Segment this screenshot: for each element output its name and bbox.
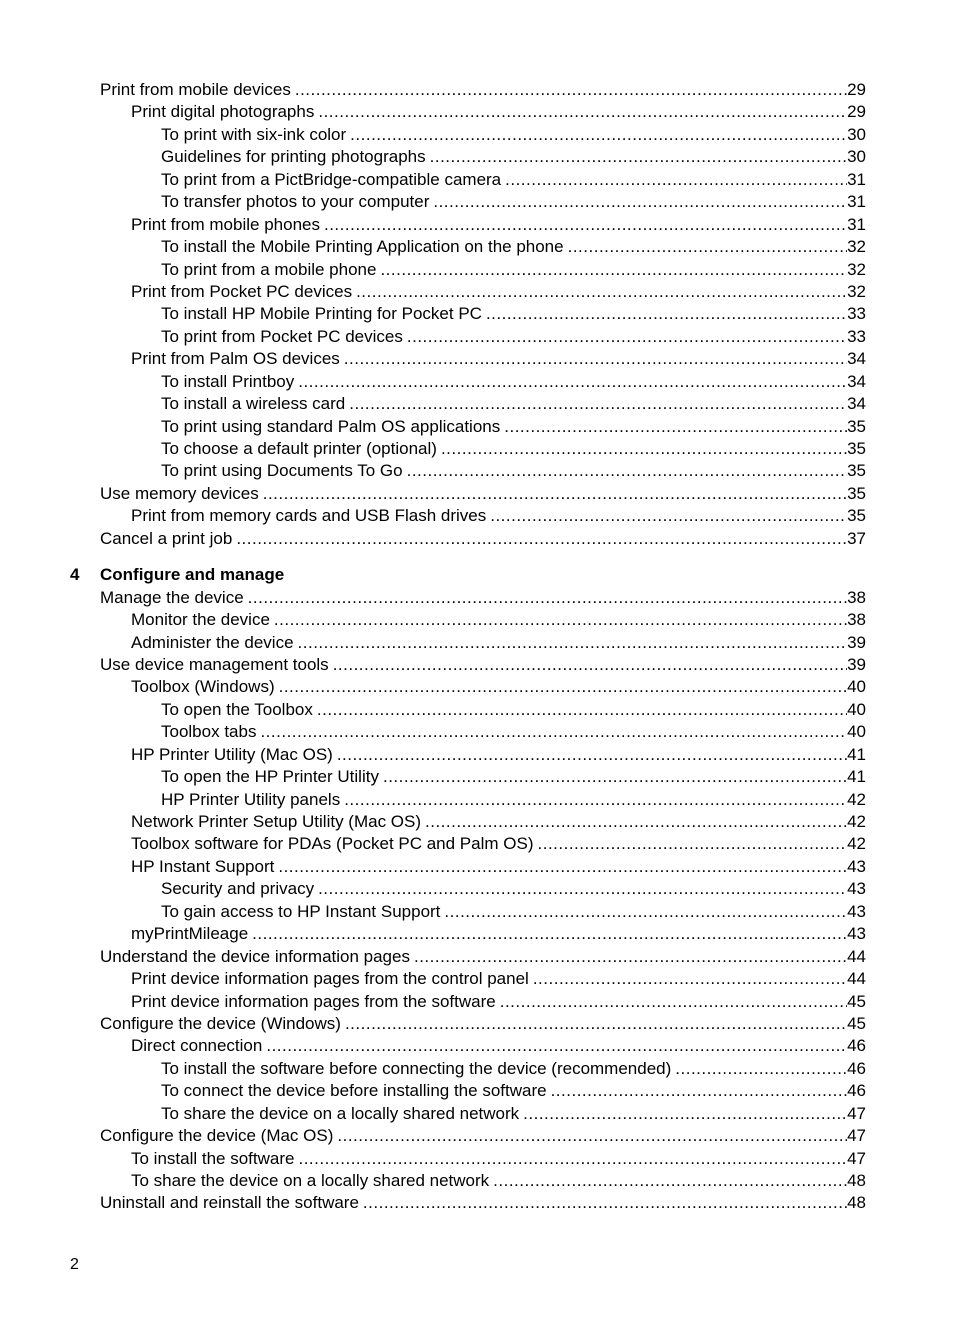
toc-leader-dots xyxy=(425,811,847,833)
toc-entry[interactable] xyxy=(100,587,866,609)
toc-entry-title: HP Printer Utility panels xyxy=(161,789,341,809)
toc-entry-title: To install a wireless card xyxy=(161,394,346,414)
toc-entry-title: Monitor the device xyxy=(131,610,270,630)
toc-entry[interactable] xyxy=(100,460,866,482)
toc-leader-dots xyxy=(493,1170,847,1192)
toc-entry-title: Configure the device (Windows) xyxy=(100,1013,341,1033)
toc-leader-dots xyxy=(486,303,847,325)
chapter-number: 4 xyxy=(70,565,80,585)
toc-entry-title: Print from memory cards and USB Flash drives xyxy=(131,506,487,526)
toc-leader-dots xyxy=(324,214,847,236)
toc-entry-title: Print from Palm OS devices xyxy=(131,349,340,369)
toc-entry-page: 32 xyxy=(847,259,866,279)
toc-entry[interactable] xyxy=(100,721,866,743)
toc-leader-dots xyxy=(252,923,847,945)
toc-entry-page: 32 xyxy=(847,237,866,257)
toc-entry-page: 35 xyxy=(847,506,866,526)
toc-entry-title: Configure the device (Mac OS) xyxy=(100,1126,334,1146)
toc-entry-page: 41 xyxy=(847,767,866,787)
toc-leader-dots xyxy=(380,259,847,281)
toc-leader-dots xyxy=(317,699,847,721)
toc-entry-page: 32 xyxy=(847,281,866,301)
toc-entry-title: To connect the device before installing the software xyxy=(161,1081,547,1101)
toc-leader-dots xyxy=(500,991,847,1013)
toc-entry-page: 46 xyxy=(847,1036,866,1056)
toc-entry-title: To print from a mobile phone xyxy=(161,259,377,279)
toc-entry-title: Security and privacy xyxy=(161,879,315,899)
toc-entry-title: Print device information pages from the software xyxy=(131,991,496,1011)
toc-leader-dots xyxy=(568,236,847,258)
toc-entry-page: 42 xyxy=(847,834,866,854)
toc-entry-title: To share the device on a locally shared network xyxy=(131,1171,490,1190)
toc-entry[interactable] xyxy=(100,789,866,811)
toc-entry[interactable] xyxy=(100,1170,866,1192)
toc-entry-page: 40 xyxy=(847,677,866,697)
toc-leader-dots xyxy=(333,654,847,676)
toc-entry-page: 29 xyxy=(847,80,866,99)
toc-leader-dots xyxy=(523,1103,847,1125)
toc-leader-dots xyxy=(260,721,847,743)
toc-entry-title: To install HP Mobile Printing for Pocket PC xyxy=(161,304,482,324)
toc-leader-dots xyxy=(675,1058,847,1080)
toc-entry-page: 43 xyxy=(847,924,866,944)
chapter-title: Configure and manage xyxy=(100,565,285,585)
toc-entry-page: 47 xyxy=(847,1126,866,1146)
toc-leader-dots xyxy=(538,833,848,855)
toc-entry-title: Print from mobile phones xyxy=(131,214,320,234)
toc-entry-title: Administer the device xyxy=(131,632,294,652)
toc-entry[interactable] xyxy=(100,811,866,833)
toc-entry-page: 46 xyxy=(847,1058,866,1078)
toc-entry[interactable] xyxy=(100,438,866,460)
toc-entry-title: HP Printer Utility (Mac OS) xyxy=(131,744,333,764)
toc-leader-dots xyxy=(279,676,847,698)
toc-entry-title: To open the Toolbox xyxy=(161,699,313,719)
toc-entry[interactable] xyxy=(100,833,866,855)
toc-entry-title: Print device information pages from the control panel xyxy=(131,969,529,989)
toc-entry[interactable] xyxy=(100,1058,866,1080)
toc-entry-page: 35 xyxy=(847,416,866,436)
toc-entry[interactable] xyxy=(100,699,866,721)
toc-entry[interactable] xyxy=(100,901,866,923)
toc-entry-page: 47 xyxy=(847,1103,866,1123)
toc-leader-dots xyxy=(337,744,847,766)
toc-leader-dots xyxy=(298,371,847,393)
toc-entry-page: 31 xyxy=(847,192,866,212)
toc-entry[interactable] xyxy=(100,632,866,654)
toc-entry-title: To print using Documents To Go xyxy=(161,461,403,481)
toc-entry-page: 31 xyxy=(847,169,866,189)
toc-entry-title: Cancel a print job xyxy=(100,528,233,548)
toc-entry-page: 35 xyxy=(847,483,866,503)
toc-entry-title: Print from Pocket PC devices xyxy=(131,281,353,301)
toc-entry-page: 31 xyxy=(847,214,866,234)
toc-entry-title: To share the device on a locally shared network xyxy=(161,1103,520,1123)
toc-leader-dots xyxy=(349,393,847,415)
toc-entry-page: 30 xyxy=(847,124,866,144)
toc-entry-title: Use device management tools xyxy=(100,654,329,674)
toc-leader-dots xyxy=(533,968,847,990)
toc-entry[interactable] xyxy=(100,766,866,788)
toc-leader-dots xyxy=(298,632,848,654)
toc-entry-page: 34 xyxy=(847,349,866,369)
toc-entry[interactable] xyxy=(100,946,866,968)
toc-entry-title: Toolbox software for PDAs (Pocket PC and Palm OS) xyxy=(131,834,534,854)
toc-leader-dots xyxy=(278,856,847,878)
toc-entry[interactable] xyxy=(100,1125,866,1147)
toc-entry-title: To print using standard Palm OS applications xyxy=(161,416,501,436)
toc-entry[interactable] xyxy=(100,281,866,303)
toc-entry-page: 34 xyxy=(847,394,866,414)
toc-entry-title: To install Printboy xyxy=(161,371,295,391)
toc-entry[interactable] xyxy=(100,124,866,146)
toc-section-mobile-and-memory xyxy=(100,79,866,550)
toc-leader-dots xyxy=(318,101,847,123)
toc-entry[interactable] xyxy=(100,1013,866,1035)
toc-entry-page: 38 xyxy=(847,610,866,630)
toc-entry-page: 46 xyxy=(847,1081,866,1101)
toc-leader-dots xyxy=(363,1192,847,1214)
toc-entry-page: 43 xyxy=(847,901,866,921)
toc-entry-title: myPrintMileage xyxy=(131,924,249,944)
toc-entry-title: Uninstall and reinstall the software xyxy=(100,1193,359,1213)
toc-entry-title: Print from mobile devices xyxy=(100,80,291,99)
toc-entry[interactable] xyxy=(100,505,866,527)
toc-entry[interactable] xyxy=(100,991,866,1013)
toc-entry[interactable] xyxy=(100,326,866,348)
toc-entry-title: To install the software xyxy=(131,1148,295,1168)
toc-entry-page: 30 xyxy=(847,147,866,167)
toc-entry[interactable] xyxy=(100,1103,866,1125)
toc-entry-title: Network Printer Setup Utility (Mac OS) xyxy=(131,812,422,831)
toc-entry-page: 48 xyxy=(847,1193,866,1213)
toc-entry[interactable] xyxy=(100,609,866,631)
toc-entry[interactable] xyxy=(100,1192,866,1214)
toc-leader-dots xyxy=(407,460,847,482)
toc-entry-page: 45 xyxy=(847,991,866,1011)
toc-entry[interactable] xyxy=(100,416,866,438)
toc-entry[interactable] xyxy=(100,101,866,123)
toc-entry-page: 33 xyxy=(847,304,866,324)
toc-entry[interactable] xyxy=(100,923,866,945)
toc-entry-title: Direct connection xyxy=(131,1036,263,1056)
toc-entry-page: 37 xyxy=(847,528,866,548)
toc-entry[interactable] xyxy=(100,169,866,191)
toc-entry-page: 39 xyxy=(847,632,866,652)
toc-entry[interactable] xyxy=(100,393,866,415)
toc-entry-page: 48 xyxy=(847,1171,866,1190)
toc-entry-title: To transfer photos to your computer xyxy=(161,192,430,212)
toc-entry-title: Toolbox tabs xyxy=(161,722,257,742)
toc-entry-title: HP Instant Support xyxy=(131,856,275,876)
toc-section-configure-and-manage xyxy=(100,587,866,1215)
toc-leader-dots xyxy=(504,416,847,438)
toc-entry[interactable] xyxy=(100,856,866,878)
toc-leader-dots xyxy=(505,169,847,191)
toc-entry[interactable] xyxy=(100,371,866,393)
toc-entry-title: To print from Pocket PC devices xyxy=(161,326,403,346)
toc-entry-page: 44 xyxy=(847,946,866,966)
toc-entry-title: To gain access to HP Instant Support xyxy=(161,901,441,921)
toc-entry-page: 42 xyxy=(847,812,866,831)
toc-entry-page: 43 xyxy=(847,879,866,899)
toc-leader-dots xyxy=(337,1125,847,1147)
chapter-heading xyxy=(70,564,866,586)
toc-leader-dots xyxy=(430,146,847,168)
toc-entry-title: To install the software before connecting the device (recommended) xyxy=(161,1058,672,1078)
toc-entry-page: 35 xyxy=(847,439,866,458)
toc-leader-dots xyxy=(248,587,847,609)
toc-leader-dots xyxy=(318,878,847,900)
toc-entry[interactable] xyxy=(100,968,866,990)
toc-entry[interactable] xyxy=(100,676,866,698)
toc-leader-dots xyxy=(345,1013,847,1035)
toc-leader-dots xyxy=(295,79,847,101)
toc-entry-page: 42 xyxy=(847,789,866,809)
toc-entry-title: Manage the device xyxy=(100,587,244,607)
toc-entry[interactable] xyxy=(100,214,866,236)
toc-leader-dots xyxy=(266,1035,847,1057)
toc-entry[interactable] xyxy=(100,528,866,550)
toc-entry-title: Use memory devices xyxy=(100,483,259,503)
toc-entry[interactable] xyxy=(100,654,866,676)
toc-entry[interactable] xyxy=(100,146,866,168)
toc-leader-dots xyxy=(444,901,847,923)
toc-leader-dots xyxy=(298,1148,847,1170)
toc-entry[interactable] xyxy=(100,303,866,325)
toc-leader-dots xyxy=(414,946,847,968)
toc-entry-page: 40 xyxy=(847,699,866,719)
toc-entry-title: Print digital photographs xyxy=(131,102,315,122)
toc-entry-title: Toolbox (Windows) xyxy=(131,677,275,697)
toc-entry-page: 33 xyxy=(847,326,866,346)
toc-entry-title: To install the Mobile Printing Application on the phone xyxy=(161,237,564,257)
toc-entry[interactable] xyxy=(100,191,866,213)
toc-entry-page: 44 xyxy=(847,969,866,989)
toc-leader-dots xyxy=(350,124,847,146)
toc-leader-dots xyxy=(441,438,847,460)
page-number: 2 xyxy=(70,1256,79,1273)
toc-entry-page: 35 xyxy=(847,461,866,481)
toc-entry-page: 47 xyxy=(847,1148,866,1168)
toc-entry[interactable] xyxy=(100,236,866,258)
toc-entry[interactable] xyxy=(100,1080,866,1102)
toc-entry[interactable] xyxy=(100,1148,866,1170)
toc-leader-dots xyxy=(344,348,847,370)
toc-entry-title: To print from a PictBridge-compatible camera xyxy=(161,169,502,189)
toc-entry-title: Guidelines for printing photographs xyxy=(161,147,426,167)
toc-entry-page: 39 xyxy=(847,654,866,674)
toc-entry[interactable] xyxy=(100,348,866,370)
toc-entry-title: To open the HP Printer Utility xyxy=(161,767,379,787)
toc-entry[interactable] xyxy=(100,878,866,900)
table-of-contents xyxy=(70,79,866,1215)
toc-leader-dots xyxy=(274,609,847,631)
toc-entry-page: 43 xyxy=(847,856,866,876)
toc-leader-dots xyxy=(407,326,847,348)
toc-entry-page: 29 xyxy=(847,102,866,122)
toc-entry-page: 41 xyxy=(847,744,866,764)
toc-leader-dots xyxy=(236,528,847,550)
toc-leader-dots xyxy=(263,483,847,505)
toc-entry[interactable] xyxy=(100,1035,866,1057)
toc-leader-dots xyxy=(344,789,847,811)
toc-leader-dots xyxy=(433,191,847,213)
toc-leader-dots xyxy=(551,1080,848,1102)
toc-entry-title: To print with six-ink color xyxy=(161,124,347,144)
toc-leader-dots xyxy=(356,281,847,303)
toc-entry-title: To choose a default printer (optional) xyxy=(161,439,437,458)
toc-entry-title: Understand the device information pages xyxy=(100,946,410,966)
toc-entry-page: 34 xyxy=(847,371,866,391)
toc-entry[interactable] xyxy=(100,259,866,281)
toc-entry[interactable] xyxy=(100,483,866,505)
toc-leader-dots xyxy=(490,505,847,527)
toc-entry-page: 40 xyxy=(847,722,866,742)
toc-entry[interactable] xyxy=(100,79,866,101)
toc-entry[interactable] xyxy=(100,744,866,766)
toc-entry-page: 45 xyxy=(847,1013,866,1033)
toc-entry-page: 38 xyxy=(847,587,866,607)
toc-leader-dots xyxy=(383,766,847,788)
